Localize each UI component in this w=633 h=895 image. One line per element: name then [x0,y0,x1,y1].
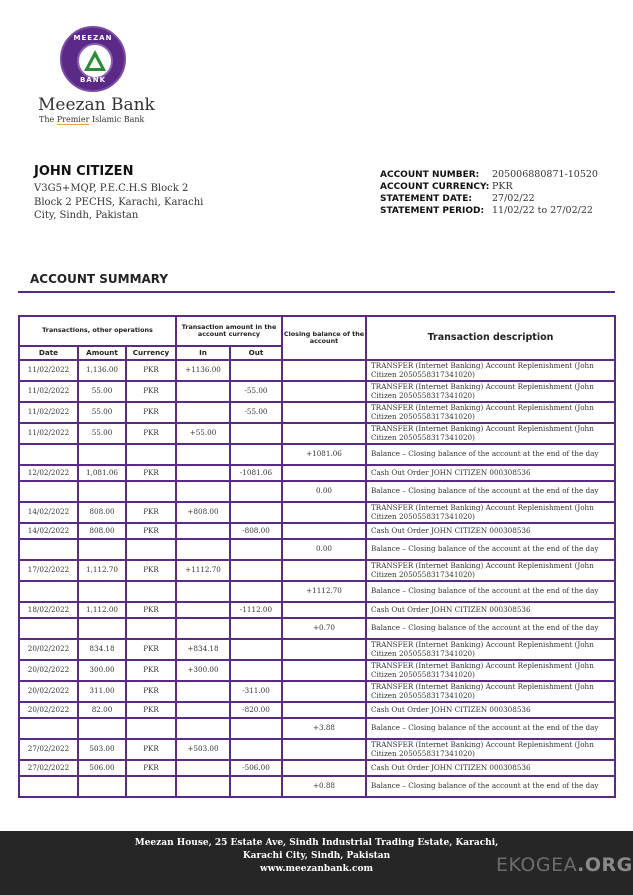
account-number: 205006880871-10520 [492,169,598,180]
cell-date [19,718,78,739]
cell-currency [126,539,176,560]
table-row [19,481,615,502]
cell-date [19,481,78,502]
table-row [19,444,615,465]
cell-out: -808.00 [230,523,282,539]
cell-closing [282,423,366,444]
cell-date: 27/02/2022 [19,760,78,776]
header-closing-balance: Closing balance of the account [282,316,366,360]
cell-date [19,581,78,602]
footer-address-line: Karachi City, Sindh, Pakistan [242,851,391,861]
cell-in [176,402,230,423]
account-number-label: ACCOUNT NUMBER: [380,170,480,180]
cell-amount: 1,112.70 [78,560,126,581]
cell-desc: Cash Out Order JOHN CITIZEN 000308536 [366,523,615,539]
cell-date: 12/02/2022 [19,465,78,481]
cell-in [176,760,230,776]
cell-date [19,776,78,797]
cell-amount: 808.00 [78,523,126,539]
header-transactions-group: Transactions, other operations [19,316,176,346]
cell-closing [282,681,366,702]
cell-out [230,502,282,523]
cell-currency: PKR [126,523,176,539]
cell-currency: PKR [126,465,176,481]
cell-out [230,660,282,681]
cell-currency: PKR [126,360,176,381]
cell-closing: +3.88 [282,718,366,739]
cell-currency [126,581,176,602]
bank-name: Meezan Bank [38,95,155,115]
cell-amount [78,718,126,739]
header-in: In [176,346,230,360]
cell-amount: 300.00 [78,660,126,681]
cell-closing [282,702,366,718]
cell-in [176,602,230,618]
cell-in: +808.00 [176,502,230,523]
header-currency: Currency [126,346,176,360]
cell-out: -55.00 [230,402,282,423]
cell-closing [282,523,366,539]
cell-out [230,539,282,560]
cell-in [176,465,230,481]
statement-period: 11/02/22 to 27/02/22 [492,205,593,216]
cell-closing [282,760,366,776]
cell-amount: 55.00 [78,402,126,423]
cell-in [176,444,230,465]
cell-currency: PKR [126,702,176,718]
address-line: V3G5+MQP, P.E.C.H.S Block 2 [34,183,189,194]
transactions-body [19,360,615,797]
cell-in [176,523,230,539]
cell-currency: PKR [126,739,176,760]
table-row [19,739,615,760]
cell-amount: 1,136.00 [78,360,126,381]
cell-date: 14/02/2022 [19,502,78,523]
cell-amount: 55.00 [78,423,126,444]
customer-name: JOHN CITIZEN [34,164,134,179]
cell-currency: PKR [126,402,176,423]
cell-out [230,423,282,444]
cell-out: -1081.06 [230,465,282,481]
cell-currency [126,718,176,739]
cell-closing: 0.00 [282,539,366,560]
cell-date: 20/02/2022 [19,702,78,718]
cell-date: 11/02/2022 [19,360,78,381]
statement-date-label: STATEMENT DATE: [380,194,473,204]
cell-desc: TRANSFER (Internet Banking) Account Replenishment (John Citizen 2050558317341020) [366,381,615,402]
logo-text-bottom: BANK [79,76,107,84]
cell-amount [78,618,126,639]
account-currency-label: ACCOUNT CURRENCY: [380,182,490,192]
cell-desc: Balance – Closing balance of the account at the end of the day [366,444,615,465]
cell-closing [282,381,366,402]
cell-in [176,381,230,402]
cell-out [230,444,282,465]
cell-desc: Balance – Closing balance of the account at the end of the day [366,539,615,560]
cell-closing: +1081.06 [282,444,366,465]
cell-desc: TRANSFER (Internet Banking) Account Replenishment (John Citizen 2050558317341020) [366,660,615,681]
cell-in [176,702,230,718]
cell-currency: PKR [126,602,176,618]
cell-closing [282,502,366,523]
table-row [19,381,615,402]
cell-amount: 506.00 [78,760,126,776]
cell-currency: PKR [126,681,176,702]
cell-closing [282,639,366,660]
cell-desc: TRANSFER (Internet Banking) Account Replenishment (John Citizen 2050558317341020) [366,423,615,444]
cell-desc: TRANSFER (Internet Banking) Account Replenishment (John Citizen 2050558317341020) [366,502,615,523]
footer-address-line: Meezan House, 25 Estate Ave, Sindh Industrial Trading Estate, Karachi, [134,838,499,848]
cell-currency [126,481,176,502]
cell-closing: 0.00 [282,481,366,502]
statement-period-label: STATEMENT PERIOD: [380,206,485,216]
table-row [19,639,615,660]
table-row [19,581,615,602]
cell-currency [126,776,176,797]
cell-closing [282,360,366,381]
cell-out [230,581,282,602]
address-line: Block 2 PECHS, Karachi, Karachi [34,197,204,208]
cell-amount [78,776,126,797]
cell-closing [282,465,366,481]
cell-currency [126,444,176,465]
cell-out [230,481,282,502]
cell-date: 20/02/2022 [19,639,78,660]
cell-desc: TRANSFER (Internet Banking) Account Replenishment (John Citizen 2050558317341020) [366,360,615,381]
cell-currency [126,618,176,639]
cell-currency: PKR [126,560,176,581]
cell-amount: 1,081.06 [78,465,126,481]
cell-amount [78,581,126,602]
cell-desc: TRANSFER (Internet Banking) Account Replenishment (John Citizen 2050558317341020) [366,560,615,581]
cell-amount: 503.00 [78,739,126,760]
cell-desc: Balance – Closing balance of the account at the end of the day [366,581,615,602]
cell-desc: Balance – Closing balance of the account at the end of the day [366,718,615,739]
cell-desc: Balance – Closing balance of the account at the end of the day [366,618,615,639]
cell-out [230,618,282,639]
bank-tagline: The Premier Islamic Bank [39,115,145,124]
cell-in [176,618,230,639]
cell-out: -1112.00 [230,602,282,618]
table-row [19,618,615,639]
cell-desc: Cash Out Order JOHN CITIZEN 000308536 [366,760,615,776]
cell-desc: Cash Out Order JOHN CITIZEN 000308536 [366,465,615,481]
cell-closing [282,602,366,618]
cell-in: +300.00 [176,660,230,681]
cell-in [176,539,230,560]
cell-date [19,539,78,560]
table-row [19,523,615,539]
cell-amount: 834.18 [78,639,126,660]
cell-closing: +1112.70 [282,581,366,602]
table-row [19,502,615,523]
cell-date [19,618,78,639]
cell-closing [282,739,366,760]
logo-emblem-icon [77,43,113,79]
cell-out [230,360,282,381]
cell-desc: TRANSFER (Internet Banking) Account Replenishment (John Citizen 2050558317341020) [366,739,615,760]
cell-in: +1136.00 [176,360,230,381]
footer-website: www.meezanbank.com [260,864,373,874]
cell-in [176,681,230,702]
cell-in: +503.00 [176,739,230,760]
header-out: Out [230,346,282,360]
table-row [19,660,615,681]
summary-title: ACCOUNT SUMMARY [30,272,169,286]
table-row [19,560,615,581]
transactions-table [18,315,616,798]
header-amount-group: Transaction amount in the account currency [176,316,282,346]
cell-currency: PKR [126,381,176,402]
address-line: City, Sindh, Pakistan [34,210,139,221]
cell-amount: 311.00 [78,681,126,702]
table-row [19,702,615,718]
cell-desc: Cash Out Order JOHN CITIZEN 000308536 [366,602,615,618]
cell-date: 18/02/2022 [19,602,78,618]
cell-out [230,560,282,581]
cell-date: 27/02/2022 [19,739,78,760]
cell-date: 11/02/2022 [19,381,78,402]
table-row [19,402,615,423]
cell-in [176,481,230,502]
cell-in [176,718,230,739]
cell-date [19,444,78,465]
cell-closing [282,560,366,581]
logo-text-top: MEEZAN [73,34,113,42]
header-description: Transaction description [366,316,615,360]
table-row [19,465,615,481]
account-currency: PKR [492,181,513,192]
table-row [19,776,615,797]
cell-closing [282,402,366,423]
cell-desc: Balance – Closing balance of the account at the end of the day [366,776,615,797]
cell-in: +1112.70 [176,560,230,581]
cell-in [176,581,230,602]
cell-closing: +0.70 [282,618,366,639]
cell-in [176,776,230,797]
summary-divider [18,291,615,293]
cell-amount: 55.00 [78,381,126,402]
cell-out [230,739,282,760]
cell-in: +55.00 [176,423,230,444]
watermark: EKOGEA.ORG [496,854,633,876]
cell-out [230,639,282,660]
cell-desc: TRANSFER (Internet Banking) Account Replenishment (John Citizen 2050558317341020) [366,639,615,660]
cell-closing: +0.88 [282,776,366,797]
statement-date: 27/02/22 [492,193,535,204]
cell-desc: TRANSFER (Internet Banking) Account Replenishment (John Citizen 2050558317341020) [366,681,615,702]
cell-out [230,718,282,739]
table-row [19,760,615,776]
table-row [19,681,615,702]
cell-in: +834.18 [176,639,230,660]
cell-out: -820.00 [230,702,282,718]
cell-amount: 1,112.00 [78,602,126,618]
cell-date: 20/02/2022 [19,660,78,681]
header-amount: Amount [78,346,126,360]
cell-date: 17/02/2022 [19,560,78,581]
cell-out: -506.00 [230,760,282,776]
cell-amount [78,481,126,502]
cell-closing [282,660,366,681]
cell-currency: PKR [126,639,176,660]
cell-amount: 82.00 [78,702,126,718]
cell-amount: 808.00 [78,502,126,523]
cell-desc: TRANSFER (Internet Banking) Account Replenishment (John Citizen 2050558317341020) [366,402,615,423]
cell-currency: PKR [126,760,176,776]
table-row [19,360,615,381]
cell-amount [78,539,126,560]
cell-amount [78,444,126,465]
cell-date: 20/02/2022 [19,681,78,702]
table-row [19,539,615,560]
cell-date: 11/02/2022 [19,402,78,423]
cell-desc: Cash Out Order JOHN CITIZEN 000308536 [366,702,615,718]
cell-currency: PKR [126,660,176,681]
cell-desc: Balance – Closing balance of the account at the end of the day [366,481,615,502]
table-row [19,718,615,739]
header-date: Date [19,346,78,360]
cell-currency: PKR [126,423,176,444]
cell-currency: PKR [126,502,176,523]
table-row [19,423,615,444]
bank-logo [60,26,126,92]
cell-out [230,776,282,797]
table-row [19,602,615,618]
cell-date: 11/02/2022 [19,423,78,444]
cell-date: 14/02/2022 [19,523,78,539]
cell-out: -311.00 [230,681,282,702]
cell-out: -55.00 [230,381,282,402]
